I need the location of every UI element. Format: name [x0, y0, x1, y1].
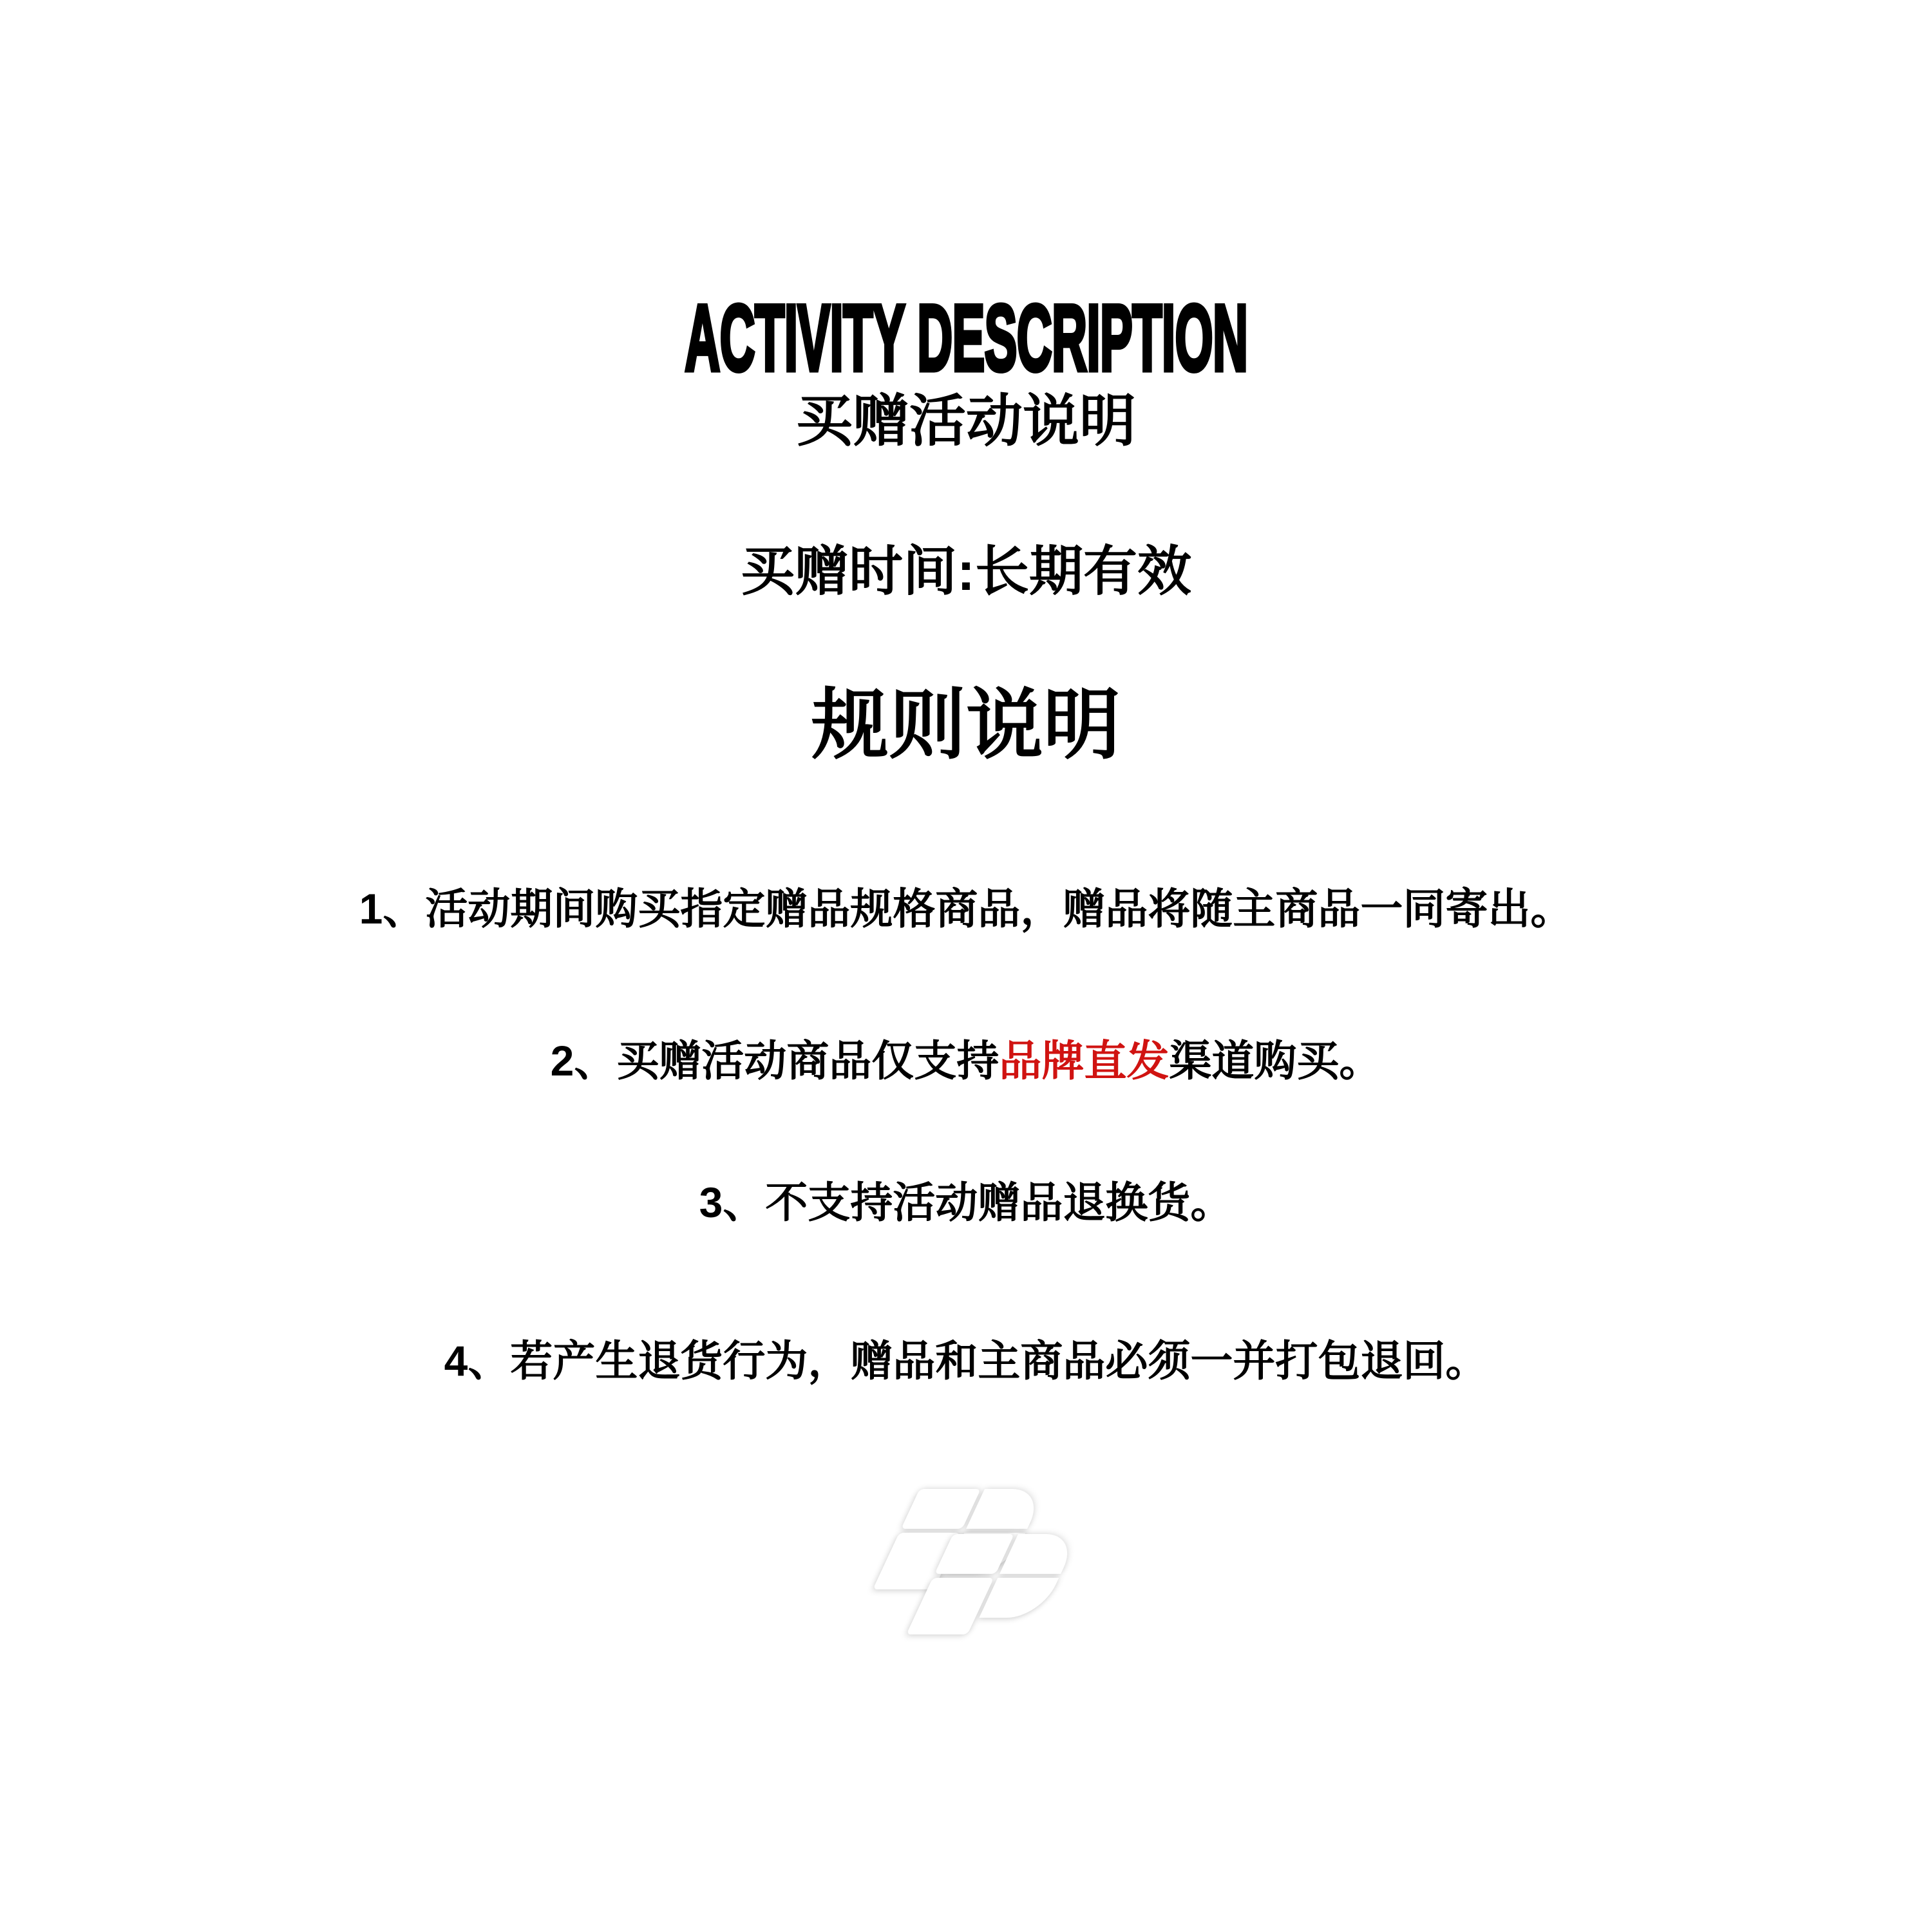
rule-item-2 [0, 1039, 1932, 1082]
rule-item-2-prefix: 2、买赠活动商品仅支持 [550, 1037, 999, 1084]
rule-item-4: 4、若产生退货行为，赠品和主商品必须一并打包退回。 [444, 1337, 1488, 1385]
page-title-en-text: ACTIVITY DESCRIPTION [684, 285, 1248, 390]
page-title-en [0, 285, 1932, 390]
rule-item-2-highlight: 品牌直发 [999, 1037, 1170, 1084]
brand-watermark-logo-icon [850, 1481, 1082, 1674]
rule-item-2-suffix: 渠道购买。 [1169, 1037, 1382, 1084]
rules-heading: 规则说明 [811, 682, 1121, 768]
promo-time-line: 买赠时间:长期有效 [741, 541, 1191, 601]
page-title-cn: 买赠活动说明 [795, 389, 1136, 453]
rule-item-3: 3、不支持活动赠品退换货。 [699, 1179, 1233, 1226]
rule-item-1: 1、活动期间购买指定赠品规格商品，赠品将随主商品一同寄出。 [359, 885, 1573, 933]
